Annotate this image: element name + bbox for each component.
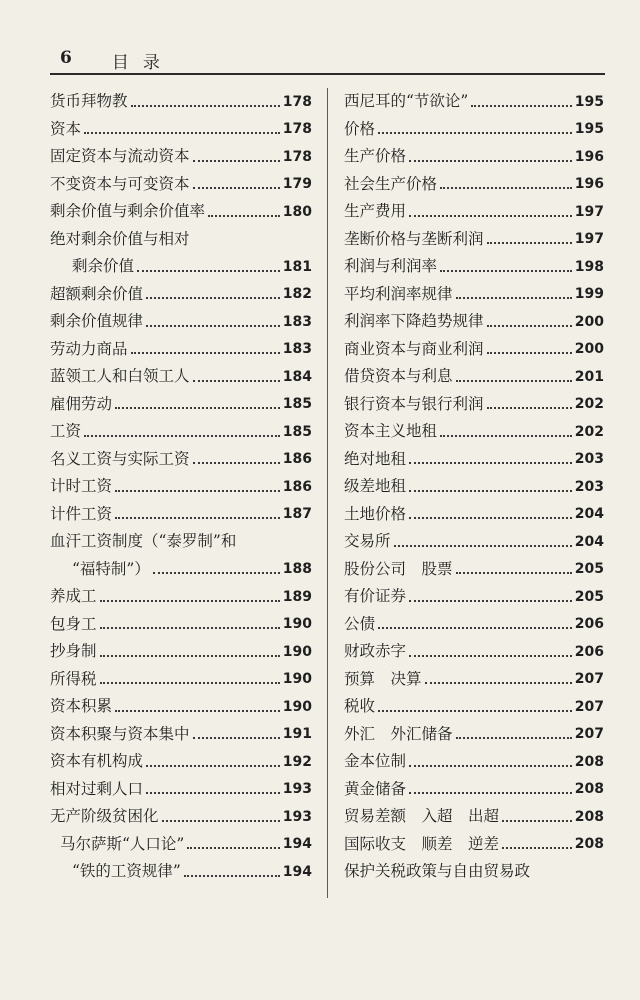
toc-entry-label: 银行资本与银行利润 bbox=[344, 394, 484, 413]
dot-leader bbox=[456, 572, 572, 574]
toc-entry-label: 包身工 bbox=[50, 614, 97, 633]
toc-entry-label: 利润率下降趋势规律 bbox=[344, 312, 484, 330]
toc-entry bbox=[344, 116, 604, 144]
toc-entry-label: 绝对剩余价值与相对 bbox=[50, 229, 190, 248]
dot-leader bbox=[146, 765, 280, 767]
dot-leader bbox=[208, 215, 280, 217]
dot-leader bbox=[193, 187, 280, 189]
dot-leader bbox=[456, 737, 572, 739]
toc-entry-page: 187 bbox=[282, 506, 312, 523]
toc-entry-page: 195 bbox=[574, 121, 604, 138]
toc-entry bbox=[344, 528, 604, 556]
dot-leader bbox=[131, 105, 280, 107]
toc-entry-page: 192 bbox=[282, 753, 312, 770]
page-header bbox=[60, 48, 174, 73]
toc-entry-page: 190 bbox=[282, 698, 312, 715]
dot-leader bbox=[193, 462, 280, 464]
dot-leader bbox=[378, 627, 572, 629]
dot-leader bbox=[409, 600, 572, 602]
toc-entry bbox=[50, 501, 312, 529]
toc-entry bbox=[50, 171, 312, 199]
toc-entry-label: 金本位制 bbox=[344, 752, 407, 770]
toc-entry-page: 181 bbox=[282, 258, 312, 275]
toc-entry bbox=[50, 446, 312, 474]
toc-entry bbox=[50, 666, 312, 694]
toc-entry bbox=[50, 721, 312, 749]
toc-entry-label: 生产价格 bbox=[344, 147, 407, 165]
toc-entry bbox=[344, 473, 604, 501]
toc-entry-label: 财政赤字 bbox=[344, 642, 407, 660]
toc-entry bbox=[344, 693, 604, 721]
toc-entry-label: 资本 bbox=[50, 119, 82, 138]
toc-entry-page: 190 bbox=[282, 671, 312, 688]
toc-entry bbox=[344, 171, 604, 199]
toc-entry bbox=[344, 748, 604, 776]
toc-entry-label: 社会生产价格 bbox=[344, 174, 438, 193]
dot-leader bbox=[425, 682, 572, 684]
toc-entry-label: 股份公司 股票 bbox=[344, 559, 453, 578]
toc-entry-page: 196 bbox=[574, 176, 604, 193]
toc-left-column bbox=[50, 88, 312, 886]
toc-entry-label: 资本有机构成 bbox=[50, 752, 144, 770]
toc-entry-label: 商业资本与商业利润 bbox=[344, 339, 484, 358]
toc-entry bbox=[344, 281, 604, 309]
toc-entry-label: 工资 bbox=[50, 422, 82, 440]
toc-entry bbox=[344, 446, 604, 474]
toc-entry bbox=[344, 198, 604, 226]
toc-entry bbox=[50, 253, 312, 281]
toc-entry-label: 所得税 bbox=[50, 669, 97, 688]
dot-leader bbox=[100, 682, 280, 684]
toc-entry bbox=[50, 116, 312, 144]
dot-leader bbox=[100, 627, 280, 629]
toc-entry-label: 养成工 bbox=[50, 587, 97, 605]
toc-entry-page: 204 bbox=[574, 533, 604, 550]
toc-entry bbox=[344, 638, 604, 666]
toc-entry-page: 202 bbox=[574, 396, 604, 413]
toc-entry-page: 194 bbox=[282, 863, 312, 880]
dot-leader bbox=[409, 215, 572, 217]
toc-entry bbox=[50, 858, 312, 886]
toc-entry-label: 黄金储备 bbox=[344, 779, 407, 798]
dot-leader bbox=[440, 270, 572, 272]
toc-entry-label: 计时工资 bbox=[50, 477, 113, 495]
dot-leader bbox=[153, 572, 280, 574]
toc-entry-page: 186 bbox=[282, 451, 312, 468]
toc-entry-page: 200 bbox=[574, 313, 604, 330]
dot-leader bbox=[146, 297, 280, 299]
toc-entry-page: 205 bbox=[574, 561, 604, 578]
toc-entry-label: 级差地租 bbox=[344, 477, 407, 495]
toc-entry-page: 204 bbox=[574, 506, 604, 523]
toc-entry bbox=[344, 363, 604, 391]
toc-entry-page: 203 bbox=[574, 478, 604, 495]
toc-entry-label: 超额剩余价值 bbox=[50, 284, 144, 303]
dot-leader bbox=[487, 242, 572, 244]
dot-leader bbox=[162, 820, 280, 822]
dot-leader bbox=[471, 105, 571, 107]
dot-leader bbox=[409, 462, 572, 464]
dot-leader bbox=[100, 600, 280, 602]
toc-entry-page: 208 bbox=[574, 781, 604, 798]
toc-entry-page: 206 bbox=[574, 616, 604, 633]
toc-entry-page: 188 bbox=[282, 561, 312, 578]
toc-entry bbox=[50, 336, 312, 364]
toc-entry bbox=[50, 556, 312, 584]
dot-leader bbox=[440, 435, 572, 437]
toc-entry bbox=[344, 666, 604, 694]
toc-entry bbox=[344, 831, 604, 859]
toc-entry-page: 185 bbox=[282, 396, 312, 413]
toc-entry-page: 197 bbox=[574, 203, 604, 220]
dot-leader bbox=[137, 270, 280, 272]
toc-entry-page: 203 bbox=[574, 451, 604, 468]
toc-entry-label: 贸易差额 入超 出超 bbox=[344, 807, 500, 825]
toc-entry-page: 206 bbox=[574, 643, 604, 660]
toc-entry bbox=[50, 638, 312, 666]
toc-entry-page: 202 bbox=[574, 423, 604, 440]
toc-entry-page: 200 bbox=[574, 341, 604, 358]
toc-entry-label: 平均利润率规律 bbox=[344, 284, 453, 303]
dot-leader bbox=[84, 132, 280, 134]
toc-entry-label: 外汇 外汇储备 bbox=[344, 724, 453, 743]
toc-entry-page: 193 bbox=[282, 808, 312, 825]
dot-leader bbox=[394, 545, 572, 547]
dot-leader bbox=[84, 435, 280, 437]
toc-entry-page: 205 bbox=[574, 588, 604, 605]
toc-entry-label: 雇佣劳动 bbox=[50, 394, 113, 413]
toc-entry-label: 剩余价值规律 bbox=[50, 312, 144, 330]
toc-entry bbox=[344, 583, 604, 611]
page-number: 6 bbox=[60, 48, 72, 68]
dot-leader bbox=[146, 325, 280, 327]
toc-entry-page: 186 bbox=[282, 478, 312, 495]
dot-leader bbox=[100, 655, 280, 657]
dot-leader bbox=[487, 325, 572, 327]
toc-entry-label: 计件工资 bbox=[50, 504, 113, 523]
dot-leader bbox=[115, 490, 280, 492]
toc-entry-label: 公债 bbox=[344, 614, 376, 633]
toc-entry bbox=[50, 803, 312, 831]
dot-leader bbox=[184, 875, 280, 877]
toc-entry-page: 207 bbox=[574, 726, 604, 743]
toc-entry bbox=[344, 391, 604, 419]
toc-entry-page: 198 bbox=[574, 258, 604, 275]
toc-entry bbox=[344, 858, 604, 886]
toc-entry-page: 183 bbox=[282, 313, 312, 330]
toc-entry-label: 马尔萨斯“人口论” bbox=[60, 834, 185, 853]
dot-leader bbox=[193, 737, 280, 739]
toc-entry bbox=[50, 88, 312, 116]
dot-leader bbox=[456, 297, 572, 299]
toc-entry-page: 194 bbox=[282, 836, 312, 853]
toc-entry-page: 178 bbox=[282, 93, 312, 110]
toc-entry bbox=[50, 143, 312, 171]
toc-entry-label: 垄断价格与垄断利润 bbox=[344, 229, 484, 248]
dot-leader bbox=[409, 517, 572, 519]
toc-entry-label: 交易所 bbox=[344, 532, 391, 550]
header-rule bbox=[50, 73, 605, 75]
dot-leader bbox=[409, 792, 572, 794]
toc-entry-label: 利润与利润率 bbox=[344, 257, 438, 275]
toc-entry-label: 剩余价值与剩余价值率 bbox=[50, 202, 206, 220]
toc-entry-label: 预算 决算 bbox=[344, 669, 422, 688]
toc-entry-label: 保护关税政策与自由贸易政 bbox=[344, 862, 531, 880]
toc-entry-page: 208 bbox=[574, 808, 604, 825]
toc-entry-label: 价格 bbox=[344, 119, 376, 138]
dot-leader bbox=[193, 160, 280, 162]
toc-entry-page: 189 bbox=[282, 588, 312, 605]
toc-entry-label: 资本主义地租 bbox=[344, 422, 438, 440]
toc-entry bbox=[50, 391, 312, 419]
dot-leader bbox=[131, 352, 280, 354]
toc-entry-label: “福特制”） bbox=[72, 559, 150, 578]
dot-leader bbox=[193, 380, 280, 382]
toc-entry bbox=[50, 418, 312, 446]
toc-entry bbox=[344, 88, 604, 116]
toc-entry-page: 199 bbox=[574, 286, 604, 303]
toc-entry-page: 195 bbox=[574, 93, 604, 110]
toc-entry-label: 土地价格 bbox=[344, 504, 407, 523]
toc-entry bbox=[50, 281, 312, 309]
toc-entry bbox=[50, 693, 312, 721]
toc-entry-label: 税收 bbox=[344, 697, 376, 715]
toc-entry bbox=[344, 776, 604, 804]
toc-entry bbox=[344, 501, 604, 529]
toc-entry bbox=[344, 611, 604, 639]
toc-entry-page: 182 bbox=[282, 286, 312, 303]
toc-entry-label: 血汗工资制度（“泰罗制”和 bbox=[50, 532, 237, 550]
toc-entry-label: 西尼耳的“节欲论” bbox=[344, 92, 469, 110]
toc-entry-page: 207 bbox=[574, 671, 604, 688]
dot-leader bbox=[409, 655, 572, 657]
toc-entry-label: 无产阶级贫困化 bbox=[50, 807, 159, 825]
dot-leader bbox=[487, 352, 572, 354]
toc-entry bbox=[50, 776, 312, 804]
dot-leader bbox=[378, 710, 572, 712]
toc-entry bbox=[344, 143, 604, 171]
dot-leader bbox=[115, 517, 280, 519]
toc-entry-page: 201 bbox=[574, 368, 604, 385]
dot-leader bbox=[409, 160, 572, 162]
toc-entry bbox=[344, 336, 604, 364]
dot-leader bbox=[502, 820, 572, 822]
toc-entry-label: 固定资本与流动资本 bbox=[50, 147, 190, 165]
toc-entry-label: 劳动力商品 bbox=[50, 339, 128, 358]
toc-entry-page: 207 bbox=[574, 698, 604, 715]
toc-entry bbox=[344, 418, 604, 446]
toc-entry bbox=[50, 308, 312, 336]
toc-entry-page: 191 bbox=[282, 726, 312, 743]
toc-entry-label: 生产费用 bbox=[344, 202, 407, 220]
toc-entry-label: 借贷资本与利息 bbox=[344, 367, 453, 385]
toc-entry-label: “铁的工资规律” bbox=[72, 862, 181, 880]
toc-entry-page: 193 bbox=[282, 781, 312, 798]
toc-entry-page: 208 bbox=[574, 836, 604, 853]
column-divider bbox=[327, 88, 328, 898]
toc-entry-label: 相对过剩人口 bbox=[50, 779, 144, 798]
toc-entry-page: 196 bbox=[574, 148, 604, 165]
dot-leader bbox=[502, 847, 572, 849]
dot-leader bbox=[378, 132, 572, 134]
toc-entry-label: 资本积聚与资本集中 bbox=[50, 724, 190, 743]
toc-entry-label: 货币拜物教 bbox=[50, 92, 128, 110]
toc-entry-page: 184 bbox=[282, 368, 312, 385]
dot-leader bbox=[115, 710, 280, 712]
toc-entry bbox=[344, 556, 604, 584]
page-title: 目录 bbox=[111, 53, 174, 73]
toc-entry-label: 资本积累 bbox=[50, 697, 113, 715]
dot-leader bbox=[409, 765, 572, 767]
toc-entry-label: 抄身制 bbox=[50, 642, 97, 660]
toc-entry-label: 名义工资与实际工资 bbox=[50, 449, 190, 468]
dot-leader bbox=[115, 407, 280, 409]
toc-entry-page: 197 bbox=[574, 231, 604, 248]
toc-entry bbox=[344, 803, 604, 831]
dot-leader bbox=[146, 792, 280, 794]
toc-entry-label: 绝对地租 bbox=[344, 449, 407, 468]
toc-entry bbox=[344, 308, 604, 336]
toc-entry-page: 190 bbox=[282, 643, 312, 660]
dot-leader bbox=[187, 847, 279, 849]
toc-entry-page: 178 bbox=[282, 121, 312, 138]
toc-right-column bbox=[344, 88, 604, 886]
toc-entry-page: 183 bbox=[282, 341, 312, 358]
dot-leader bbox=[440, 187, 572, 189]
toc-entry-page: 179 bbox=[282, 176, 312, 193]
toc-entry-page: 185 bbox=[282, 423, 312, 440]
toc-entry bbox=[50, 226, 312, 254]
toc-entry bbox=[344, 226, 604, 254]
toc-entry bbox=[50, 528, 312, 556]
toc-entry-label: 蓝领工人和白领工人 bbox=[50, 367, 190, 385]
dot-leader bbox=[487, 407, 572, 409]
toc-entry-page: 180 bbox=[282, 203, 312, 220]
toc-entry-label: 不变资本与可变资本 bbox=[50, 174, 190, 193]
toc-entry bbox=[50, 831, 312, 859]
toc-entry bbox=[50, 611, 312, 639]
dot-leader bbox=[456, 380, 572, 382]
toc-entry bbox=[50, 198, 312, 226]
toc-entry-page: 190 bbox=[282, 616, 312, 633]
toc-entry-label: 有价证券 bbox=[344, 587, 407, 605]
toc-entry-label: 国际收支 顺差 逆差 bbox=[344, 834, 500, 853]
toc-entry-page: 208 bbox=[574, 753, 604, 770]
toc-entry-page: 178 bbox=[282, 148, 312, 165]
toc-entry bbox=[50, 363, 312, 391]
toc-entry bbox=[50, 748, 312, 776]
toc-entry bbox=[344, 721, 604, 749]
toc-entry bbox=[50, 583, 312, 611]
toc-entry bbox=[344, 253, 604, 281]
toc-entry bbox=[50, 473, 312, 501]
dot-leader bbox=[409, 490, 572, 492]
toc-entry-label: 剩余价值 bbox=[72, 257, 135, 275]
